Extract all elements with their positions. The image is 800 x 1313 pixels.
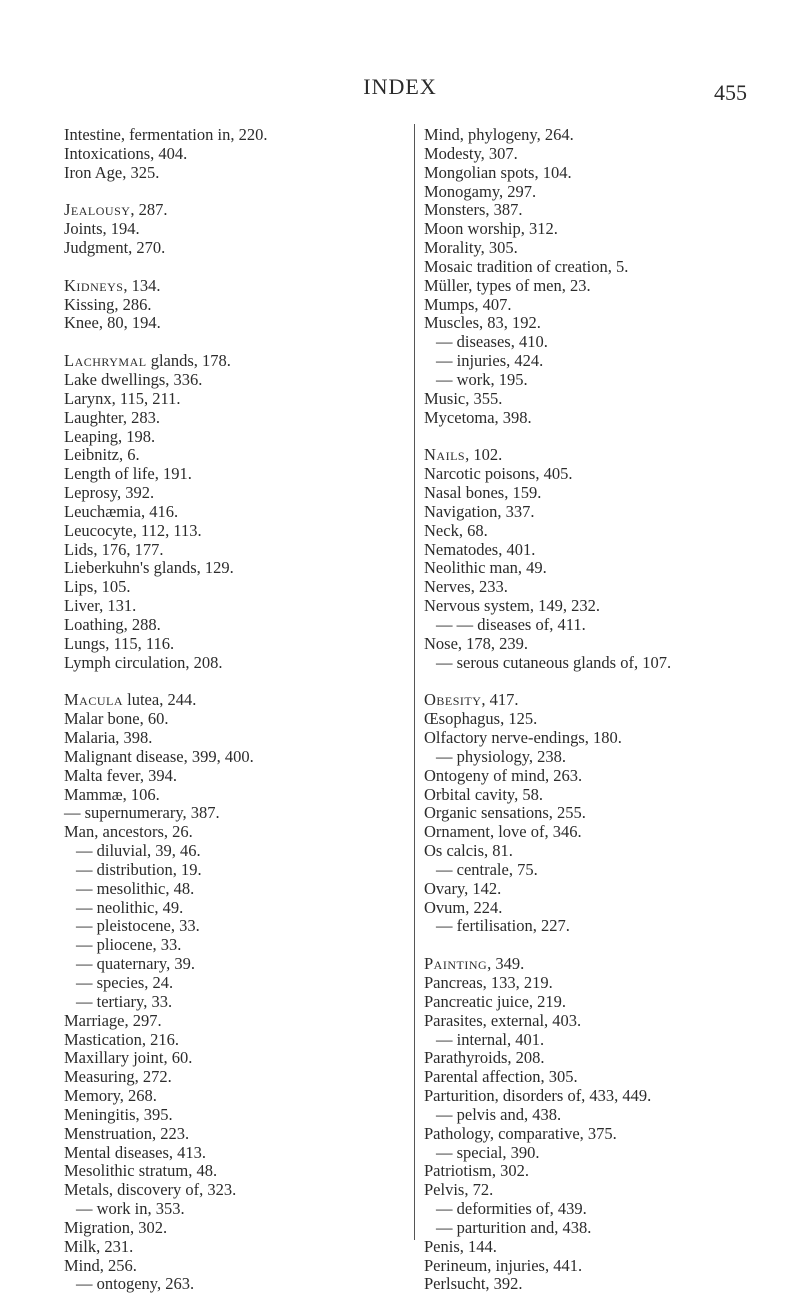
index-subentry bbox=[64, 936, 394, 955]
index-entry-text: Nasal bones, 159. bbox=[424, 483, 542, 503]
index-entry bbox=[64, 748, 394, 767]
index-subentry bbox=[424, 333, 764, 352]
index-entry bbox=[64, 145, 394, 164]
index-entry bbox=[424, 635, 764, 654]
index-entry bbox=[64, 1087, 394, 1106]
index-entry-text: Parturition, disorders of, 433, 449. bbox=[424, 1086, 652, 1106]
index-subentry bbox=[64, 1200, 394, 1219]
index-entry bbox=[424, 409, 764, 428]
index-entry bbox=[424, 296, 764, 315]
index-entry-text: Ornament, love of, 346. bbox=[424, 822, 582, 842]
index-entry bbox=[64, 729, 394, 748]
index-letter-group bbox=[424, 955, 764, 1294]
index-entry bbox=[64, 1162, 394, 1181]
index-entry bbox=[64, 541, 394, 560]
index-entry bbox=[64, 296, 394, 315]
index-entry-text: Leprosy, 392. bbox=[64, 483, 155, 503]
index-subentry bbox=[424, 1200, 764, 1219]
index-entry bbox=[424, 597, 764, 616]
index-subentry bbox=[424, 616, 764, 635]
index-entry bbox=[424, 1087, 764, 1106]
index-entry-text: — neolithic, 49. bbox=[76, 897, 184, 917]
index-entry bbox=[424, 183, 764, 202]
index-entry bbox=[64, 1219, 394, 1238]
page-number: 455 bbox=[714, 80, 747, 105]
index-entry-text: Marriage, 297. bbox=[64, 1010, 162, 1030]
index-subentry bbox=[424, 1106, 764, 1125]
index-entry-text: Joints, 194. bbox=[64, 219, 140, 239]
index-entry-text: Leaping, 198. bbox=[64, 426, 156, 446]
index-entry-text: Muscles, 83, 192. bbox=[424, 313, 541, 333]
index-letter-group bbox=[64, 126, 394, 183]
index-entry-text: Leibnitz, 6. bbox=[64, 445, 140, 465]
index-entry-text: Intestine, fermentation in, 220. bbox=[64, 125, 268, 144]
index-entry-text: Pathology, comparative, 375. bbox=[424, 1123, 617, 1143]
index-entry-text: — parturition and, 438. bbox=[436, 1217, 592, 1237]
index-subentry bbox=[64, 993, 394, 1012]
index-entry-text: Parathyroids, 208. bbox=[424, 1048, 545, 1068]
index-subentry bbox=[64, 899, 394, 918]
index-entry bbox=[424, 823, 764, 842]
index-entry-text: Mind, 256. bbox=[64, 1255, 137, 1275]
index-column-right bbox=[424, 126, 764, 1294]
index-entry bbox=[424, 786, 764, 805]
index-entry bbox=[64, 409, 394, 428]
index-entry bbox=[424, 277, 764, 296]
index-entry-text: — injuries, 424. bbox=[436, 351, 544, 371]
index-entry-text: Narcotic poisons, 405. bbox=[424, 464, 573, 484]
index-entry-text: — internal, 401. bbox=[436, 1029, 545, 1049]
index-entry-text: Morality, 305. bbox=[424, 238, 518, 258]
index-entry-text: lutea, 244. bbox=[123, 690, 197, 710]
index-column-left bbox=[64, 126, 394, 1294]
index-entry bbox=[64, 503, 394, 522]
index-entry-head: Lachrymal bbox=[64, 351, 147, 371]
index-entry-text: , 417. bbox=[481, 690, 519, 710]
index-entry bbox=[424, 1162, 764, 1181]
index-entry bbox=[424, 541, 764, 560]
index-entry bbox=[64, 428, 394, 447]
index-entry-text: Knee, 80, 194. bbox=[64, 313, 161, 333]
index-entry-head: Jealousy bbox=[64, 200, 131, 220]
index-entry-text: — tertiary, 33. bbox=[76, 991, 173, 1011]
index-entry-text: Perineum, injuries, 441. bbox=[424, 1255, 583, 1275]
index-entry-text: Perlsucht, 392. bbox=[424, 1274, 523, 1294]
index-entry-text: Malignant disease, 399, 400. bbox=[64, 746, 254, 766]
index-entry-text: — special, 390. bbox=[436, 1142, 540, 1162]
index-entry-text: Lieberkuhn's glands, 129. bbox=[64, 558, 234, 578]
index-entry bbox=[64, 597, 394, 616]
index-entry-text: Mongolian spots, 104. bbox=[424, 162, 572, 182]
index-entry bbox=[424, 974, 764, 993]
index-entry bbox=[424, 145, 764, 164]
index-entry bbox=[424, 220, 764, 239]
index-entry-text: — supernumerary, 387. bbox=[64, 803, 220, 823]
index-entry bbox=[424, 1068, 764, 1087]
index-entry-text: Mumps, 407. bbox=[424, 294, 512, 314]
index-entry bbox=[424, 691, 764, 710]
index-entry bbox=[424, 484, 764, 503]
index-entry bbox=[64, 201, 394, 220]
index-entry bbox=[64, 352, 394, 371]
index-entry bbox=[64, 239, 394, 258]
index-entry bbox=[64, 1125, 394, 1144]
index-entry bbox=[424, 767, 764, 786]
index-entry-text: glands, 178. bbox=[146, 351, 231, 371]
index-entry bbox=[64, 578, 394, 597]
index-entry bbox=[64, 1049, 394, 1068]
index-entry-text: Mammæ, 106. bbox=[64, 784, 160, 804]
index-entry bbox=[64, 390, 394, 409]
index-entry-text: Neck, 68. bbox=[424, 520, 488, 540]
index-entry-text: , 102. bbox=[465, 445, 503, 465]
index-entry bbox=[64, 1144, 394, 1163]
index-subentry bbox=[64, 1275, 394, 1294]
index-subentry bbox=[64, 974, 394, 993]
index-entry-text: , 134. bbox=[123, 275, 161, 295]
column-divider bbox=[414, 124, 415, 1240]
index-entry-text: Kissing, 286. bbox=[64, 294, 152, 314]
index-entry bbox=[64, 1012, 394, 1031]
index-entry-text: Pancreatic juice, 219. bbox=[424, 991, 567, 1011]
index-entry-text: Lids, 176, 177. bbox=[64, 539, 164, 559]
index-entry-text: Parental affection, 305. bbox=[424, 1067, 578, 1087]
index-letter-group bbox=[424, 691, 764, 936]
index-entry-text: Milk, 231. bbox=[64, 1236, 134, 1256]
index-subentry bbox=[424, 1031, 764, 1050]
index-entry-text: Monogamy, 297. bbox=[424, 181, 537, 201]
index-entry bbox=[64, 371, 394, 390]
index-entry bbox=[424, 126, 764, 145]
index-entry-text: Loathing, 288. bbox=[64, 614, 161, 634]
index-entry bbox=[424, 1238, 764, 1257]
index-letter-group bbox=[64, 352, 394, 672]
index-entry-text: Patriotism, 302. bbox=[424, 1161, 529, 1181]
index-entry-text: Malar bone, 60. bbox=[64, 709, 169, 729]
index-entry-text: Liver, 131. bbox=[64, 596, 137, 616]
index-entry-text: Leuchæmia, 416. bbox=[64, 501, 179, 521]
index-entry bbox=[64, 804, 394, 823]
index-subentry bbox=[64, 955, 394, 974]
index-entry-text: — ontogeny, 263. bbox=[76, 1274, 195, 1294]
index-entry bbox=[424, 804, 764, 823]
index-entry-head: Obesity bbox=[424, 690, 482, 710]
index-entry-text: Intoxications, 404. bbox=[64, 143, 188, 163]
index-entry bbox=[64, 710, 394, 729]
index-entry bbox=[64, 314, 394, 333]
index-entry-text: Lungs, 115, 116. bbox=[64, 633, 175, 653]
index-subentry bbox=[64, 880, 394, 899]
index-entry-text: — serous cutaneous glands of, 107. bbox=[436, 652, 672, 672]
index-entry bbox=[64, 1181, 394, 1200]
index-entry bbox=[424, 1275, 764, 1294]
index-entry-head: Macula bbox=[64, 690, 124, 710]
index-entry-text: — work, 195. bbox=[436, 369, 528, 389]
index-entry bbox=[64, 1031, 394, 1050]
index-entry-text: — mesolithic, 48. bbox=[76, 878, 195, 898]
index-entry bbox=[424, 729, 764, 748]
index-entry-text: Ontogeny of mind, 263. bbox=[424, 765, 583, 785]
index-subentry bbox=[64, 842, 394, 861]
index-entry-head: Nails bbox=[424, 445, 466, 465]
running-title: INDEX bbox=[363, 74, 437, 99]
index-entry-text: — fertilisation, 227. bbox=[436, 916, 570, 936]
index-entry-text: Malta fever, 394. bbox=[64, 765, 177, 785]
index-entry-text: Monsters, 387. bbox=[424, 200, 523, 220]
index-letter-group bbox=[64, 691, 394, 1294]
index-entry-text: Migration, 302. bbox=[64, 1217, 168, 1237]
index-entry bbox=[424, 446, 764, 465]
index-entry-text: Nose, 178, 239. bbox=[424, 633, 529, 653]
index-subentry bbox=[424, 352, 764, 371]
index-entry-text: Œsophagus, 125. bbox=[424, 709, 538, 729]
index-entry bbox=[424, 239, 764, 258]
index-entry-text: — deformities of, 439. bbox=[436, 1199, 587, 1219]
index-entry bbox=[424, 578, 764, 597]
index-entry-text: — quaternary, 39. bbox=[76, 954, 195, 974]
index-subentry bbox=[424, 1144, 764, 1163]
index-entry bbox=[64, 635, 394, 654]
index-entry-text: Mental diseases, 413. bbox=[64, 1142, 207, 1162]
index-entry-text: Metals, discovery of, 323. bbox=[64, 1180, 237, 1200]
index-entry bbox=[424, 1125, 764, 1144]
index-entry-text: Ovary, 142. bbox=[424, 878, 502, 898]
index-entry-text: Os calcis, 81. bbox=[424, 841, 513, 861]
index-entry-text: Mastication, 216. bbox=[64, 1029, 180, 1049]
index-entry-text: Leucocyte, 112, 113. bbox=[64, 520, 202, 540]
index-entry-text: — pleistocene, 33. bbox=[76, 916, 200, 936]
index-entry-text: Olfactory nerve-endings, 180. bbox=[424, 728, 622, 747]
index-entry bbox=[424, 559, 764, 578]
index-entry-text: Iron Age, 325. bbox=[64, 162, 160, 182]
index-entry-text: Moon worship, 312. bbox=[424, 219, 558, 239]
index-entry-text: Mesolithic stratum, 48. bbox=[64, 1161, 218, 1181]
index-entry bbox=[64, 654, 394, 673]
index-letter-group bbox=[64, 277, 394, 334]
index-entry bbox=[424, 164, 764, 183]
index-subentry bbox=[424, 1219, 764, 1238]
index-entry bbox=[424, 390, 764, 409]
index-entry-text: Malaria, 398. bbox=[64, 728, 153, 747]
index-entry-text: Judgment, 270. bbox=[64, 238, 166, 258]
index-entry-text: Mind, phylogeny, 264. bbox=[424, 125, 574, 144]
index-subentry bbox=[424, 917, 764, 936]
index-entry bbox=[424, 1257, 764, 1276]
index-entry-text: Larynx, 115, 211. bbox=[64, 388, 181, 408]
index-entry bbox=[424, 710, 764, 729]
index-entry-text: Meningitis, 395. bbox=[64, 1104, 173, 1124]
index-entry bbox=[424, 314, 764, 333]
index-entry-text: Nematodes, 401. bbox=[424, 539, 536, 559]
index-entry-head: Kidneys bbox=[64, 275, 124, 295]
index-entry-text: Modesty, 307. bbox=[424, 143, 518, 163]
index-entry-text: Pancreas, 133, 219. bbox=[424, 972, 553, 992]
index-entry-text: Measuring, 272. bbox=[64, 1067, 172, 1087]
index-entry-text: Nerves, 233. bbox=[424, 577, 508, 597]
index-entry-text: — — diseases of, 411. bbox=[436, 614, 586, 634]
index-entry-text: — pelvis and, 438. bbox=[436, 1104, 562, 1124]
index-entry-text: Laughter, 283. bbox=[64, 407, 161, 427]
index-entry-text: Menstruation, 223. bbox=[64, 1123, 190, 1143]
index-entry bbox=[424, 842, 764, 861]
index-entry-text: Neolithic man, 49. bbox=[424, 558, 547, 578]
index-entry-text: Pelvis, 72. bbox=[424, 1180, 494, 1200]
index-entry-text: Penis, 144. bbox=[424, 1236, 497, 1256]
index-entry bbox=[64, 691, 394, 710]
index-entry bbox=[424, 1181, 764, 1200]
index-entry bbox=[424, 1012, 764, 1031]
index-subentry bbox=[424, 861, 764, 880]
index-entry-text: Ovum, 224. bbox=[424, 897, 503, 917]
index-entry bbox=[64, 767, 394, 786]
index-entry bbox=[424, 993, 764, 1012]
index-entry-text: — diluvial, 39, 46. bbox=[76, 841, 201, 861]
index-entry-text: — work in, 353. bbox=[76, 1199, 185, 1219]
index-entry-text: — centrale, 75. bbox=[436, 859, 538, 879]
index-entry-text: Navigation, 337. bbox=[424, 501, 535, 521]
index-entry bbox=[424, 503, 764, 522]
index-entry bbox=[64, 465, 394, 484]
index-entry-text: Memory, 268. bbox=[64, 1086, 157, 1106]
index-entry bbox=[424, 1049, 764, 1068]
index-letter-group bbox=[424, 126, 764, 428]
index-entry-text: , 287. bbox=[130, 200, 168, 220]
index-entry bbox=[64, 220, 394, 239]
index-subentry bbox=[424, 654, 764, 673]
index-entry bbox=[64, 1068, 394, 1087]
index-entry-text: — species, 24. bbox=[76, 972, 174, 992]
index-entry bbox=[64, 616, 394, 635]
index-entry-text: — pliocene, 33. bbox=[76, 935, 182, 955]
index-entry bbox=[424, 258, 764, 277]
index-entry bbox=[64, 1257, 394, 1276]
index-entry bbox=[64, 786, 394, 805]
index-entry-text: Orbital cavity, 58. bbox=[424, 784, 543, 804]
index-entry bbox=[424, 522, 764, 541]
index-entry bbox=[64, 277, 394, 296]
index-entry-head: Painting bbox=[424, 954, 488, 974]
index-entry bbox=[64, 823, 394, 842]
index-entry-text: — diseases, 410. bbox=[436, 332, 548, 352]
index-entry-text: Parasites, external, 403. bbox=[424, 1010, 582, 1030]
index-entry bbox=[64, 484, 394, 503]
index-entry bbox=[64, 126, 394, 145]
index-subentry bbox=[424, 371, 764, 390]
index-entry-text: Lake dwellings, 336. bbox=[64, 369, 203, 389]
index-entry-text: Mycetoma, 398. bbox=[424, 407, 532, 427]
index-letter-group bbox=[424, 446, 764, 672]
index-subentry bbox=[64, 917, 394, 936]
index-entry-text: Lymph circulation, 208. bbox=[64, 652, 223, 672]
index-entry-text: Organic sensations, 255. bbox=[424, 803, 586, 823]
index-entry bbox=[64, 446, 394, 465]
index-entry-text: Lips, 105. bbox=[64, 577, 131, 597]
index-entry bbox=[424, 465, 764, 484]
index-entry-text: — distribution, 19. bbox=[76, 859, 202, 879]
index-subentry bbox=[64, 861, 394, 880]
index-entry bbox=[64, 1106, 394, 1125]
index-entry bbox=[424, 955, 764, 974]
index-entry bbox=[64, 1238, 394, 1257]
index-entry-text: Music, 355. bbox=[424, 388, 503, 408]
index-entry bbox=[424, 880, 764, 899]
index-letter-group bbox=[64, 201, 394, 258]
index-entry-text: , 349. bbox=[487, 954, 525, 974]
index-entry bbox=[64, 559, 394, 578]
index-entry-text: Nervous system, 149, 232. bbox=[424, 596, 600, 616]
index-entry-text: Müller, types of men, 23. bbox=[424, 275, 591, 295]
index-entry-text: Length of life, 191. bbox=[64, 464, 192, 484]
index-entry-text: Mosaic tradition of creation, 5. bbox=[424, 256, 629, 276]
index-entry bbox=[64, 164, 394, 183]
index-entry bbox=[424, 899, 764, 918]
index-entry-text: Man, ancestors, 26. bbox=[64, 822, 193, 842]
index-entry bbox=[424, 201, 764, 220]
index-entry-text: Maxillary joint, 60. bbox=[64, 1048, 193, 1068]
index-entry bbox=[64, 522, 394, 541]
index-entry-text: — physiology, 238. bbox=[436, 746, 567, 766]
index-subentry bbox=[424, 748, 764, 767]
